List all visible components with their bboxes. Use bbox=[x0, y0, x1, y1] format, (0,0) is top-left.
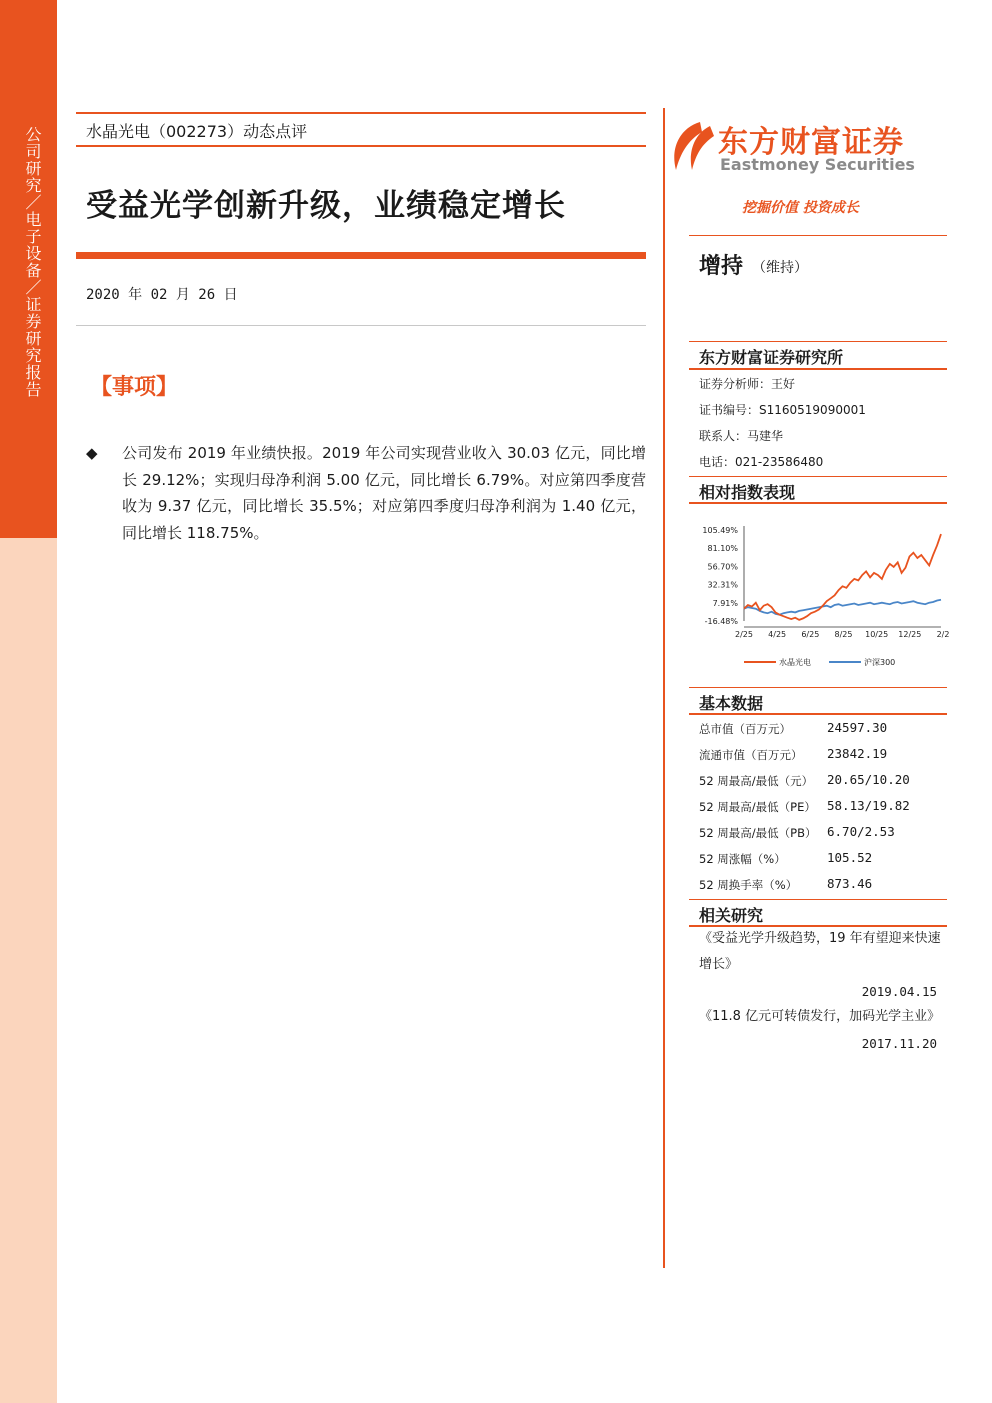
report-title: 受益光学创新升级，业绩稳定增长 bbox=[86, 188, 566, 224]
institute-underline bbox=[689, 368, 947, 370]
brand-name-cn: 东方财富证券 bbox=[718, 125, 904, 160]
x-tick-label: 2/25 bbox=[735, 630, 753, 639]
header-rule bbox=[76, 145, 646, 147]
brand-slogan: 挖掘价值 投资成长 bbox=[742, 200, 859, 216]
date-rule bbox=[76, 325, 646, 326]
related-rule bbox=[689, 899, 947, 900]
related-report-title[interactable]: 《11.8 亿元可转债发行，加码光学主业》 bbox=[699, 1009, 941, 1024]
x-tick-label: 12/25 bbox=[898, 630, 922, 639]
x-tick-label: 6/25 bbox=[801, 630, 820, 639]
relative-performance-chart bbox=[689, 515, 950, 675]
column-divider bbox=[663, 108, 665, 1268]
phone: 电话：021-23586480 bbox=[699, 455, 824, 469]
y-tick-label: 81.10% bbox=[707, 544, 738, 554]
series-line-1 bbox=[744, 600, 941, 615]
series-line-0 bbox=[744, 534, 941, 620]
x-tick-label: 4/25 bbox=[768, 630, 787, 639]
bullet-icon: ◆ bbox=[86, 444, 98, 462]
side-category-label: 公司研究／电子设备／证券研究报告 bbox=[23, 126, 42, 398]
basic-data-label: 流通市值（百万元） bbox=[699, 748, 803, 762]
rating-note: （维持） bbox=[752, 260, 808, 276]
rating-value: 增持 bbox=[699, 254, 744, 279]
institute-heading: 东方财富证券研究所 bbox=[699, 348, 844, 367]
basic-data-value: 105.52 bbox=[827, 850, 873, 865]
basic-data-label: 52 周最高/最低（PE） bbox=[699, 800, 816, 814]
rating-top-rule bbox=[689, 235, 947, 236]
analyst: 证券分析师：王好 bbox=[699, 377, 796, 391]
title-rule bbox=[76, 252, 646, 259]
perf-rule bbox=[689, 476, 947, 477]
event-heading: 【事项】 bbox=[90, 375, 179, 400]
side-strip bbox=[0, 0, 57, 1403]
basic-data-label: 总市值（百万元） bbox=[699, 722, 791, 736]
basic-data-value: 20.65/10.20 bbox=[827, 772, 910, 787]
basic-underline bbox=[689, 713, 947, 715]
perf-heading: 相对指数表现 bbox=[699, 483, 796, 502]
basic-data-value: 6.70/2.53 bbox=[827, 824, 895, 839]
basic-data-value: 58.13/19.82 bbox=[827, 798, 910, 813]
event-paragraph: 公司发布 2019 年业绩快报。2019 年公司实现营业收入 30.03 亿元，同比增长 29.12%；实现归母净利润 5.00 亿元，同比增长 6.79%。对应第四季度营收为 9.37 亿元，同比增长 35.5%；对应第四季度归母净利润为 1.40 亿元，同比增长 118.75%。 bbox=[122, 444, 646, 542]
related-report-date: 2017.11.20 bbox=[861, 1036, 937, 1051]
basic-data-label: 52 周换手率（%） bbox=[699, 878, 798, 892]
basic-rule bbox=[689, 687, 947, 688]
basic-data-label: 52 周最高/最低（PB） bbox=[699, 826, 817, 840]
basic-heading: 基本数据 bbox=[699, 694, 764, 713]
y-tick-label: 105.49% bbox=[702, 526, 738, 535]
y-tick-label: 56.70% bbox=[707, 562, 738, 572]
perf-underline bbox=[689, 502, 947, 504]
related-heading: 相关研究 bbox=[699, 906, 764, 925]
institute-rule bbox=[689, 341, 947, 342]
x-tick-label: 8/25 bbox=[834, 630, 853, 639]
cert-number: 证书编号：S1160519090001 bbox=[699, 403, 866, 417]
y-tick-label: -16.48% bbox=[704, 617, 738, 626]
brand-name-en: Eastmoney Securities bbox=[720, 155, 915, 174]
report-type: 水晶光电（002273）动态点评 bbox=[86, 122, 308, 141]
x-tick-label: 10/25 bbox=[865, 630, 889, 639]
y-tick-label: 7.91% bbox=[712, 598, 738, 608]
basic-data-label: 52 周涨幅（%） bbox=[699, 852, 786, 866]
basic-data-value: 873.46 bbox=[827, 876, 873, 891]
related-report-title[interactable]: 《受益光学升级趋势，19 年有望迎来快速增长》 bbox=[699, 931, 941, 972]
legend-label: 水晶光电 bbox=[779, 658, 811, 667]
legend-label: 沪深300 bbox=[864, 658, 896, 667]
related-report-date: 2019.04.15 bbox=[861, 984, 937, 999]
x-tick-label: 2/2 bbox=[936, 630, 950, 639]
report-date: 2020 年 02 月 26 日 bbox=[86, 287, 238, 303]
basic-data-value: 23842.19 bbox=[827, 746, 888, 761]
basic-data-value: 24597.30 bbox=[827, 720, 888, 735]
top-rule bbox=[76, 112, 646, 114]
contact: 联系人：马建华 bbox=[699, 429, 784, 443]
basic-data-label: 52 周最高/最低（元） bbox=[699, 774, 814, 788]
y-tick-label: 32.31% bbox=[707, 580, 738, 590]
